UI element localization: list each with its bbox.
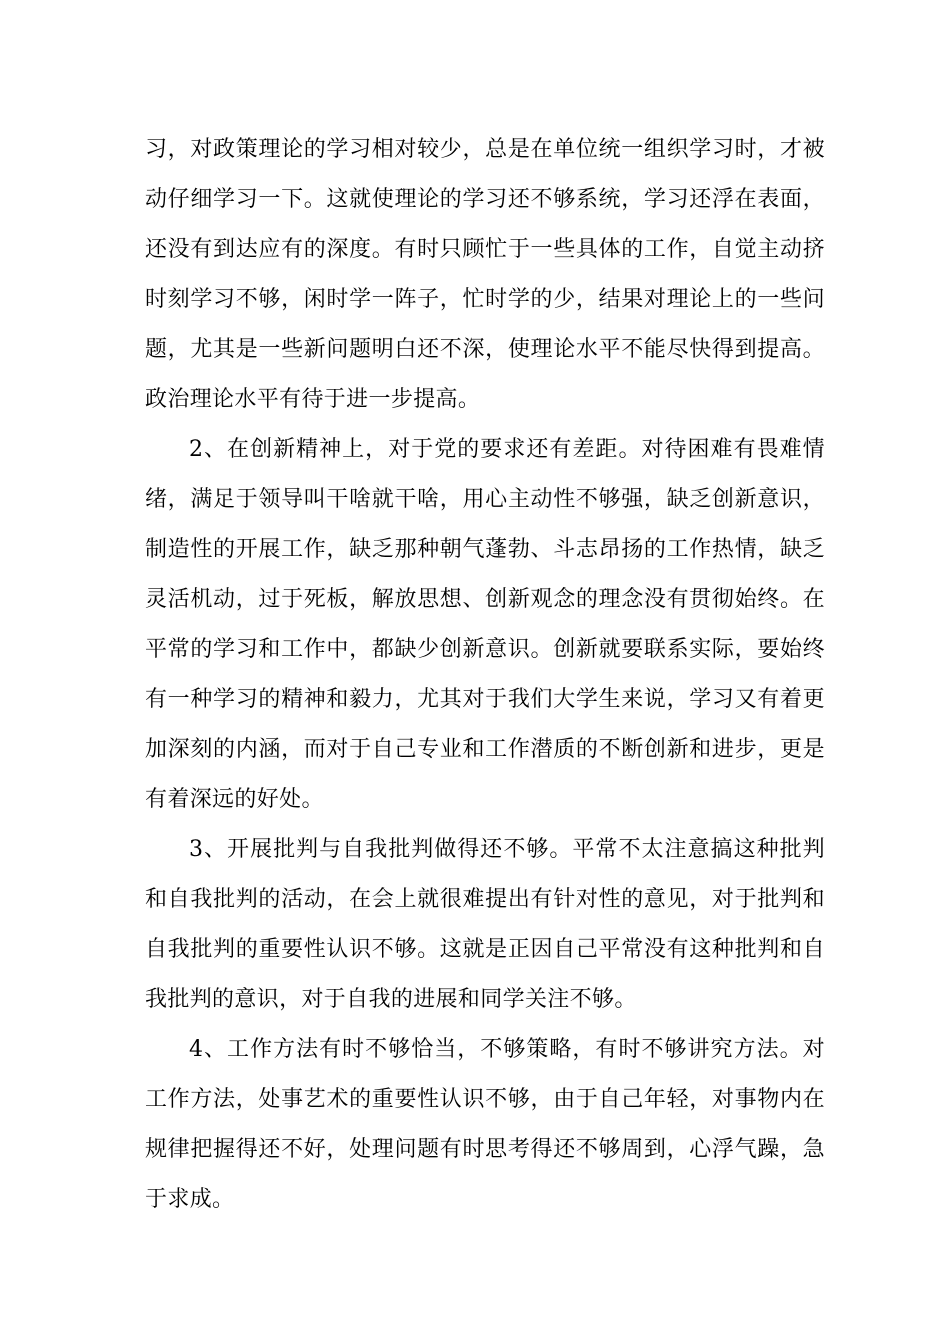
body-text bbox=[145, 125, 825, 1225]
paragraph-2: 2、在创新精神上，对于党的要求还有差距。对待困难有畏难情绪，满足于领导叫干啥就干啥，用心主动性不够强，缺乏创新意识，制造性的开展工作，缺乏那种朝气蓬勃、斗志昂扬的工作热情，缺乏灵活机动，过于死板，解放思想、创新观念的理念没有贯彻始终。在平常的学习和工作中，都缺少创新意识。创新就要联系实际，要始终有一种学习的精神和毅力，尤其对于我们大学生来说，学习又有着更加深刻的内涵，而对于自己专业和工作潜质的不断创新和进步，更是有着深远的好处。 bbox=[145, 437, 825, 812]
paragraph-4: 4、工作方法有时不够恰当，不够策略，有时不够讲究方法。对工作方法，处事艺术的重要性认识不够，由于自己年轻，对事物内在规律把握得还不好，处理问题有时思考得还不够周到，心浮气躁，急于求成。 bbox=[145, 1037, 825, 1212]
paragraph-3: 3、开展批判与自我批判做得还不够。平常不太注意搞这种批判和自我批判的活动，在会上就很难提出有针对性的意见，对于批判和自我批判的重要性认识不够。这就是正因自己平常没有这种批判和自我批判的意识，对于自我的进展和同学关注不够。 bbox=[145, 837, 825, 1012]
paragraph-continuation: 习，对政策理论的学习相对较少，总是在单位统一组织学习时，才被动仔细学习一下。这就使理论的学习还不够系统，学习还浮在表面，还没有到达应有的深度。有时只顾忙于一些具体的工作，自觉主动挤时刻学习不够，闲时学一阵子，忙时学的少，结果对理论上的一些问题，尤其是一些新问题明白还不深，使理论水平不能尽快得到提高。政治理论水平有待于进一步提高。 bbox=[145, 137, 825, 412]
